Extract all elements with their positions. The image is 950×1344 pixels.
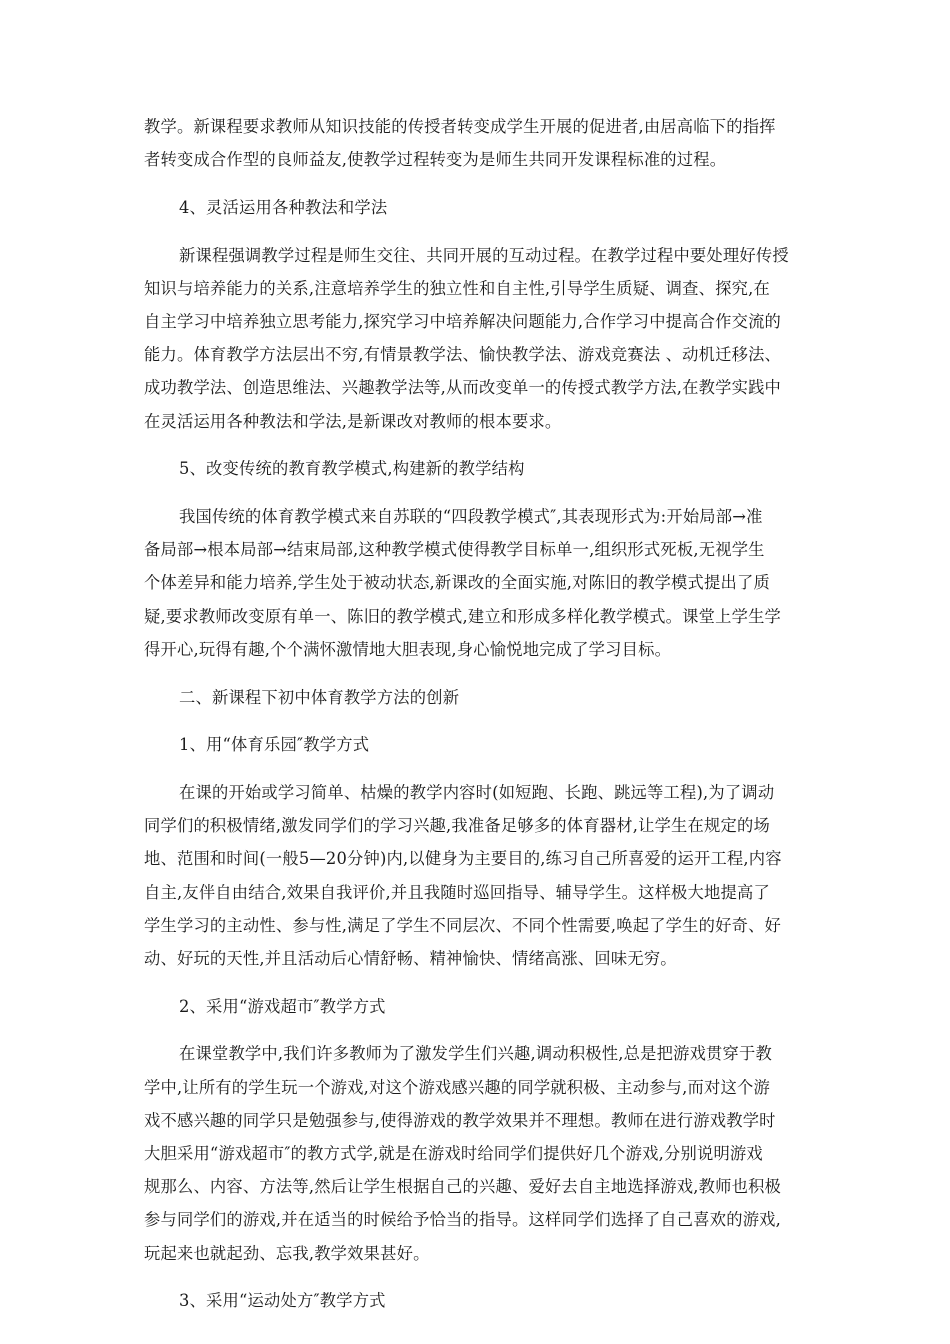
text-line: 玩起来也就起劲、忘我,教学效果甚好。: [144, 1243, 430, 1263]
text-line: 知识与培养能力的关系,注意培养学生的独立性和自主性,引导学生质疑、调查、探究,在: [144, 278, 770, 298]
text-line: 者转变成合作型的良师益友,使教学过程转变为是师生共同开发课程标准的过程。: [144, 150, 727, 170]
text-line: 自主学习中培养独立思考能力,探究学习中培养解决问题能力,合作学习中提高合作交流的: [144, 312, 782, 332]
paragraph-body: [144, 500, 809, 666]
text-line: 大胆采用“游戏超市″的教方式学,就是在游戏时给同学们提供好几个游戏,分别说明游戏: [144, 1143, 763, 1163]
text-line: 在课堂教学中,我们许多教师为了激发学生们兴趣,调动积极性,总是把游戏贯穿于教: [179, 1044, 772, 1064]
section-heading: [144, 990, 809, 1023]
text-line: 个体差异和能力培养,学生处于被动状态,新课改的全面实施,对陈旧的教学模式提出了质: [144, 573, 770, 593]
text-line: 同学们的积极情绪,激发同学们的学习兴趣,我准备足够多的体育器材,让学生在规定的场: [144, 816, 770, 836]
text-line: 备局部→根本局部→结束局部,这种教学模式使得教学目标单一,组织形式死板,无视学生: [144, 540, 765, 560]
section-heading: [144, 452, 809, 485]
text-line: 教学。新课程要求教师从知识技能的传授者转变成学生开展的促进者,由居高临下的指挥: [144, 117, 776, 136]
section-heading: [144, 191, 809, 224]
heading-text: 1、用“体育乐园″教学方式: [179, 735, 370, 755]
heading-text: 5、改变传统的教育教学模式,构建新的教学结构: [179, 459, 525, 479]
heading-text: 二、新课程下初中体育教学方法的创新: [179, 687, 460, 707]
text-line: 得开心,玩得有趣,个个满怀激情地大胆表现,身心愉悦地完成了学习目标。: [144, 639, 672, 659]
text-line: 能力。体育教学方法层出不穷,有情景教学法、愉快教学法、游戏竞赛法 、动机迁移法、: [144, 345, 782, 365]
document-page: [144, 110, 809, 1318]
text-line: 学生学习的主动性、参与性,满足了学生不同层次、不同个性需要,唤起了学生的好奇、好: [144, 915, 782, 935]
paragraph-body: [144, 776, 809, 975]
text-line: 动、好玩的天性,并且活动后心情舒畅、精神愉快、情绪高涨、回味无穷。: [144, 948, 677, 968]
text-line: 戏不感兴趣的同学只是勉强参与,使得游戏的教学效果并不理想。教师在进行游戏教学时: [144, 1110, 776, 1130]
section-heading: [144, 1284, 809, 1317]
text-line: 新课程强调教学过程是师生交往、共同开展的互动过程。在教学过程中要处理好传授: [179, 245, 789, 265]
paragraph-body: [144, 110, 809, 176]
text-line: 我国传统的体育教学模式来自苏联的“四段教学模式″,其表现形式为:开始局部→准: [179, 507, 763, 527]
text-line: 成功教学法、创造思维法、兴趣教学法等,从而改变单一的传授式教学方法,在教学实践中: [144, 378, 782, 398]
text-line: 疑,要求教师改变原有单一、陈旧的教学模式,建立和形成多样化教学模式。课堂上学生学: [144, 606, 782, 626]
paragraph-body: [144, 1037, 809, 1269]
text-line: 地、范围和时间(一般5—20分钟)内,以健身为主要目的,练习自己所喜爱的运开工程,内容: [144, 849, 782, 869]
text-line: 自主,友伴自由结合,效果自我评价,并且我随时巡回指导、辅导学生。这样极大地提高了: [144, 882, 770, 902]
text-line: 学中,让所有的学生玩一个游戏,对这个游戏感兴趣的同学就积极、主动参与,而对这个游: [144, 1077, 770, 1097]
heading-text: 2、采用“游戏超市″教学方式: [179, 996, 386, 1016]
section-heading: [144, 681, 809, 714]
heading-text: 4、灵活运用各种教法和学法: [179, 197, 388, 217]
text-line: 在课的开始或学习简单、枯燥的教学内容时(如短跑、长跑、跳远等工程),为了调动: [179, 782, 775, 802]
paragraph-body: [144, 239, 809, 438]
heading-text: 3、采用“运动处方″教学方式: [179, 1291, 386, 1311]
text-line: 在灵活运用各种教法和学法,是新课改对教师的根本要求。: [144, 411, 562, 431]
text-line: 规那么、内容、方法等,然后让学生根据自己的兴趣、爱好去自主地选择游戏,教师也积极: [144, 1177, 782, 1197]
section-heading: [144, 728, 809, 761]
text-line: 参与同学们的游戏,并在适当的时候给予恰当的指导。这样同学们选择了自己喜欢的游戏,: [144, 1210, 782, 1230]
